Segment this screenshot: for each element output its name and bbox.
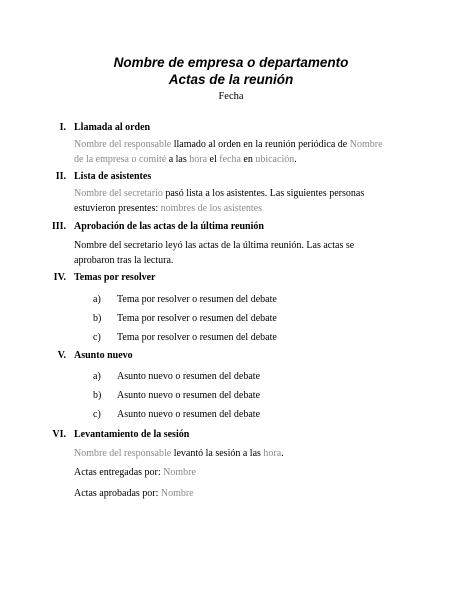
minutes-delivered-by: Actas entregadas por: Nombre bbox=[74, 467, 196, 478]
meeting-date: Fecha bbox=[218, 91, 244, 102]
section-number: VI. bbox=[52, 429, 66, 440]
company-title: Nombre de empresa o departamento bbox=[113, 55, 349, 70]
section-title: Lista de asistentes bbox=[74, 171, 152, 182]
section-number: IV. bbox=[53, 272, 66, 283]
placeholder-text: ubicación bbox=[255, 154, 295, 165]
section-number: V. bbox=[57, 350, 66, 361]
approval-paragraph: Nombre del secretario leyó las actas de la última reunión. Las actas se aprobaron tras la lectura. bbox=[74, 240, 355, 266]
placeholder-text: Nombre del responsable bbox=[74, 139, 172, 150]
call-to-order-paragraph: Nombre del responsable llamado al orden en la reunión periódica de Nombre de la empresa o comité a las hora el fecha en ubicación. bbox=[74, 139, 383, 165]
document-page: Nombre de empresa o departamento Actas de la reunión Fecha I. Llamada al orden Nombre del responsable llamado al orden en la reunión periódica de Nombre de la empresa o comité a las hora el fecha en ubicación. II. Lista de asistentes Nombre del secretario pasó lista a los asistentes. Las siguientes personas estuvieron presentes: nombres de los asistentes III. Aprobación de las actas de la última reunión Nombre del secretario leyó las actas de la última reunión. Las actas se aprobaron tras la lectura. IV. Temas por resolver a) Tema por resolver o resumen del debate b) Tema por resolver o resumen del debate c) Tema por resolver o resumen del debate V. Asunto nuevo a) Asunto nuevo o resumen del debate b) Asunto nuevo o resumen del debate c) Asunto nuevo o resumen del debate VI. Levantamiento de la sesión Nombre del responsable levantó la sesión a las hora. Actas entregadas por: Nombre Actas aprobadas por: Nombre bbox=[0, 0, 462, 600]
placeholder-text: Nombre del responsable bbox=[74, 448, 172, 459]
section-number: III. bbox=[51, 221, 66, 232]
section-title: Asunto nuevo bbox=[74, 350, 133, 361]
section-number: II. bbox=[55, 171, 66, 182]
placeholder-text: Nombre bbox=[163, 467, 196, 478]
minutes-approved-by: Actas aprobadas por: Nombre bbox=[74, 488, 194, 499]
placeholder-text: Nombre del secretario bbox=[74, 188, 163, 199]
placeholder-text: Nombre bbox=[160, 488, 194, 499]
placeholder-text: fecha bbox=[219, 154, 241, 165]
placeholder-text: hora bbox=[189, 154, 208, 165]
section-title: Aprobación de las actas de la última reunión bbox=[74, 221, 264, 232]
attendance-paragraph: Nombre del secretario pasó lista a los asistentes. Las siguientes personas estuvieron presentes: nombres de los asistentes bbox=[74, 188, 365, 214]
adjournment-paragraph: Nombre del responsable levantó la sesión a las hora. bbox=[74, 448, 284, 459]
placeholder-text: nombres de los asistentes bbox=[160, 203, 263, 214]
section-title: Temas por resolver bbox=[74, 272, 156, 283]
section-title: Levantamiento de la sesión bbox=[74, 429, 190, 440]
placeholder-text: hora bbox=[263, 448, 282, 459]
section-number: I. bbox=[59, 122, 66, 133]
section-title: Llamada al orden bbox=[74, 122, 151, 133]
minutes-title: Actas de la reunión bbox=[168, 72, 294, 87]
placeholder-text: Nombre de la empresa o comité bbox=[74, 139, 383, 165]
